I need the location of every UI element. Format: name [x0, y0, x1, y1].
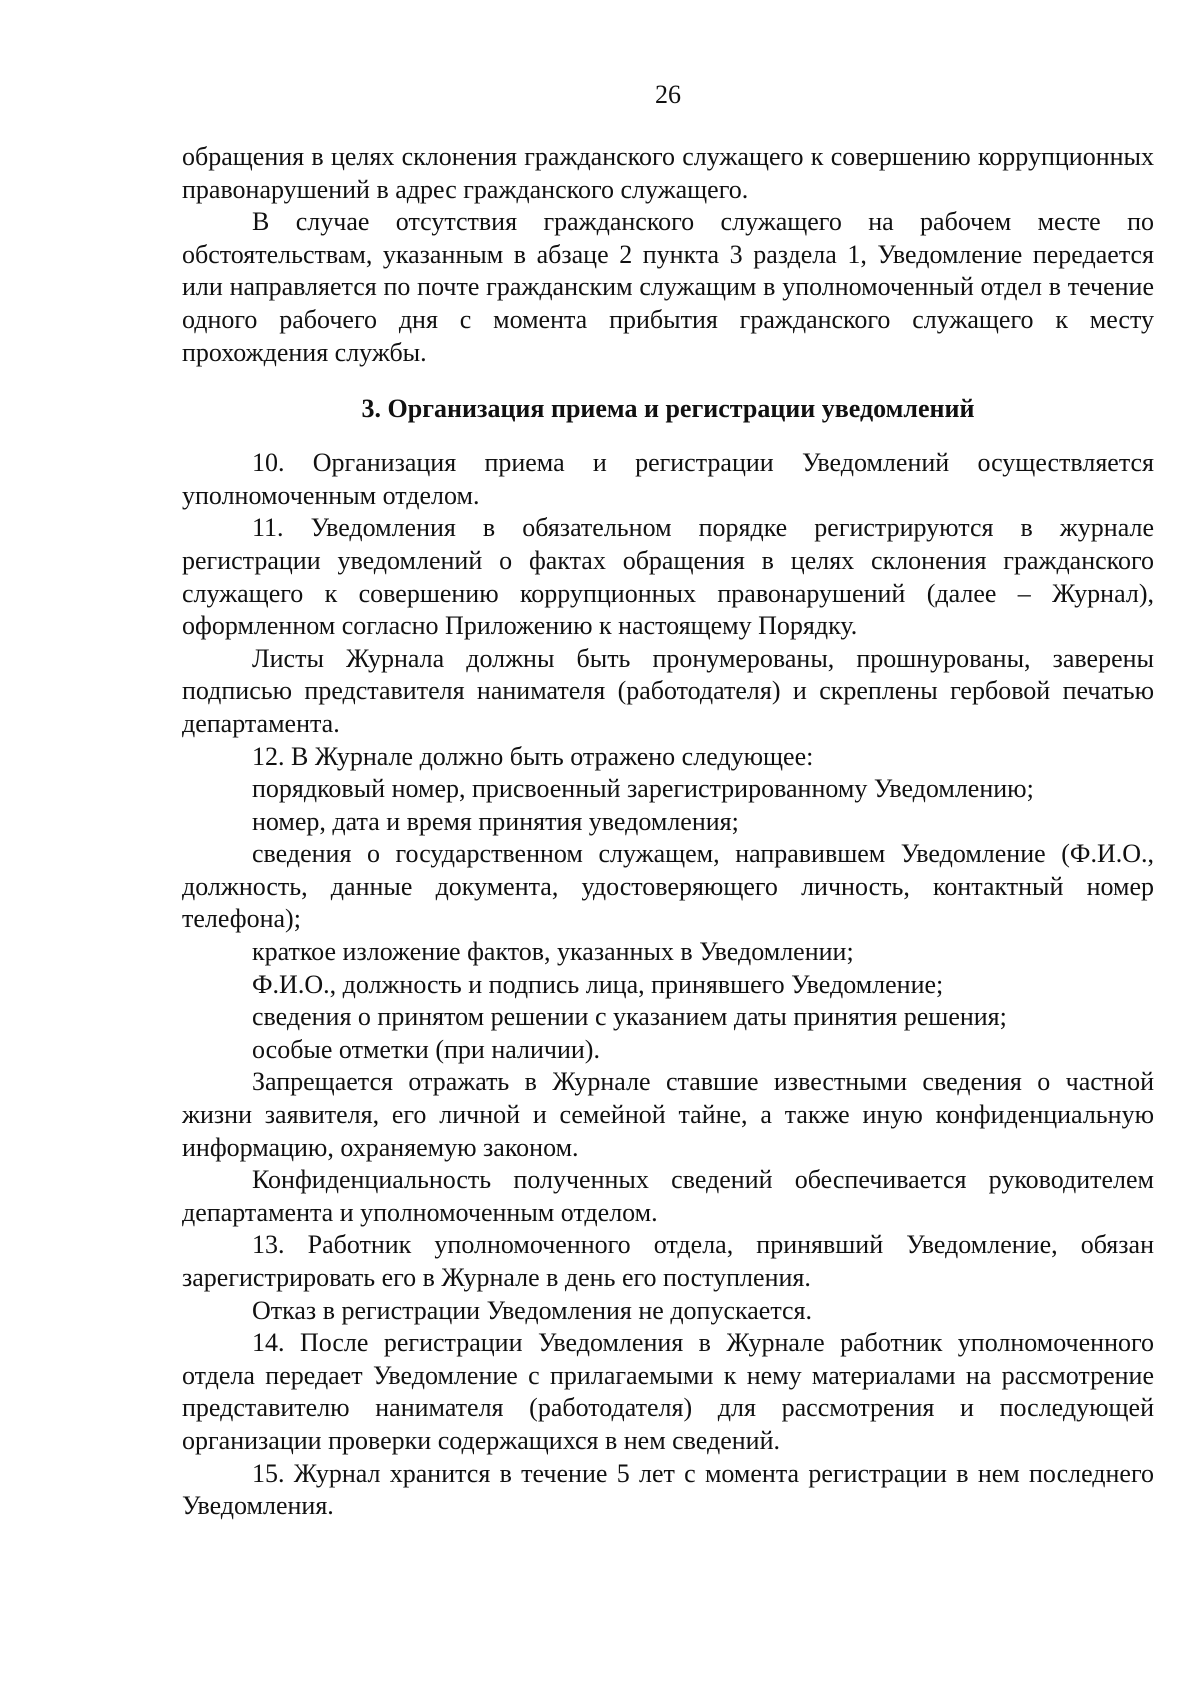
paragraph-confidentiality: Конфиденциальность полученных сведений обеспечивается руководителем департамента и уполномоченным отделом.	[182, 1165, 1154, 1227]
paragraph-journal-sheets: Листы Журнала должны быть пронумерованы, прошнурованы, заверены подписью представителя нанимателя (работодателя) и скреплены гербовой печатью департамента.	[182, 643, 1154, 738]
list-item-special-notes: особые отметки (при наличии).	[252, 1034, 600, 1064]
paragraph-item-15: 15. Журнал хранится в течение 5 лет с момента регистрации в нем последнего Уведомления.	[182, 1458, 1154, 1521]
paragraph-item-11: 11. Уведомления в обязательном порядке регистрируются в журнале регистрации уведомлений о фактах обращения в целях склонения гражданского служащего к совершению коррупционных правонарушений (далее – Журнал), оформленном согласно Приложению к настоящему Порядку.	[182, 513, 1154, 641]
paragraph-absence: В случае отсутствия гражданского служащего на рабочем месте по обстоятельствам, указанным в абзаце 2 пункта 3 раздела 1, Уведомление передается или направляется по почте гражданским служащим в уполномоченный отдел в течение одного рабочего дня с момента прибытия гражданского служащего к месту прохождения службы.	[182, 207, 1154, 367]
list-item-receiver-info: Ф.И.О., должность и подпись лица, принявшего Уведомление;	[252, 969, 944, 999]
section-heading: 3. Организация приема и регистрации уведомлений	[361, 394, 975, 424]
paragraph-item-14: 14. После регистрации Уведомления в Журнале работник уполномоченного отдела передает Уведомление с прилагаемыми к нему материалами на рассмотрение представителю нанимателя (работодателя) для рассмотрения и последующей организации проверки содержащихся в нем сведений.	[182, 1328, 1154, 1455]
list-item-employee-info: сведения о государственном служащем, направившем Уведомление (Ф.И.О., должность, данные документа, удостоверяющего личность, контактный номер телефона);	[182, 839, 1154, 934]
list-item-facts-summary: краткое изложение фактов, указанных в Уведомлении;	[252, 937, 854, 967]
page-number: 26	[655, 80, 681, 109]
paragraph-item-13: 13. Работник уполномоченного отдела, принявший Уведомление, обязан зарегистрировать его в Журнале в день его поступления.	[182, 1230, 1154, 1292]
paragraph-item-10: 10. Организация приема и регистрации Уведомлений осуществляется уполномоченным отделом.	[182, 448, 1154, 510]
list-item-decision-info: сведения о принятом решении с указанием даты принятия решения;	[252, 1002, 1007, 1032]
document-body	[182, 141, 1154, 1523]
list-item-number-date-time: номер, дата и время принятия уведомления;	[252, 806, 739, 836]
paragraph-no-refusal: Отказ в регистрации Уведомления не допускается.	[252, 1295, 813, 1325]
paragraph-item-12: 12. В Журнале должно быть отражено следующее:	[252, 741, 814, 771]
paragraph-prohibition: Запрещается отражать в Журнале ставшие известными сведения о частной жизни заявителя, его личной и семейной тайне, а также иную конфиденциальную информацию, охраняемую законом.	[182, 1067, 1154, 1162]
paragraph-continuation: обращения в целях склонения гражданского служащего к совершению коррупционных правонарушений в адрес гражданского служащего.	[182, 142, 1154, 204]
list-item-serial-number: порядковый номер, присвоенный зарегистрированному Уведомлению;	[252, 774, 1034, 804]
